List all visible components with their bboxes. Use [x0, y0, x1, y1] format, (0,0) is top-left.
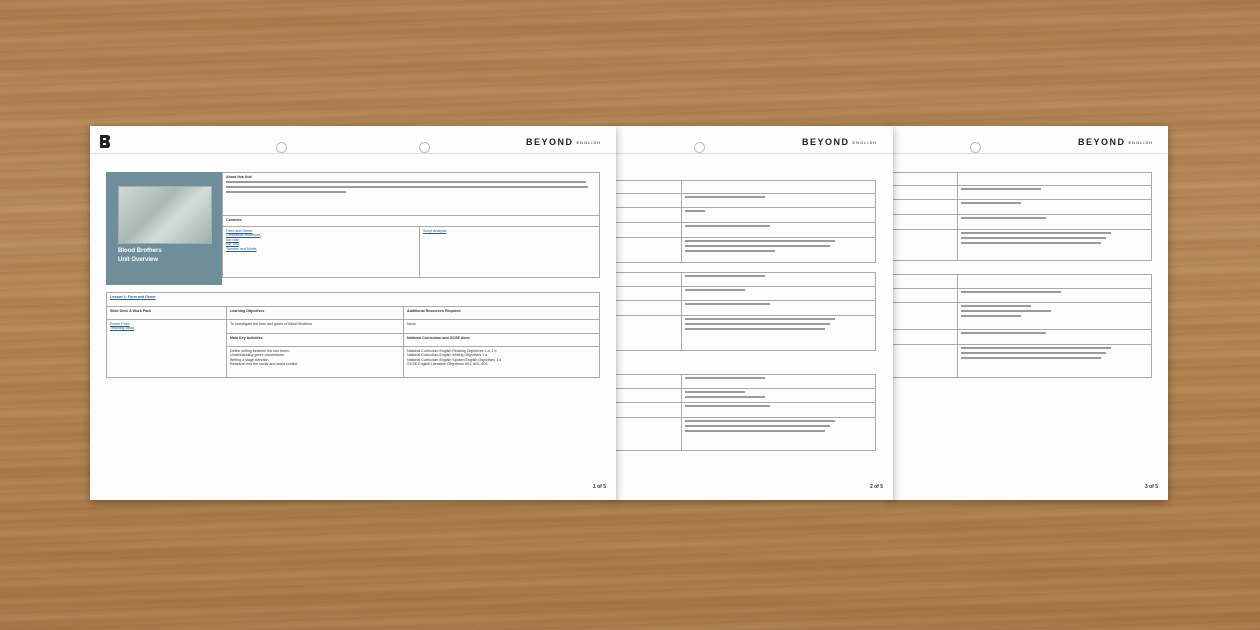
- lesson-1-table: [106, 292, 600, 378]
- resource-link[interactable]: Teaching Ideas: [110, 326, 135, 331]
- national-heading: National Curriculum and GCSE Aims: [404, 334, 600, 347]
- header-divider: [90, 153, 616, 154]
- national-item: GCSE English Literature Objectives A01, A02, A03: [407, 362, 488, 367]
- lesson-heading[interactable]: Lesson 1: Form and Genre: [110, 295, 156, 299]
- page-number: 1 of 5: [592, 484, 606, 490]
- contents-link[interactable]: Act Two: [226, 242, 239, 247]
- unit-title: Blood Brothers Unit Overview: [118, 248, 162, 263]
- worksheet-page-2: [612, 126, 893, 500]
- contents-link[interactable]: Contextual Influences: [226, 233, 261, 238]
- binder-hole: [970, 142, 981, 153]
- binder-hole: [276, 142, 287, 153]
- key-activities-heading: Main Key Activities: [227, 334, 404, 347]
- contents-link[interactable]: Themes and Motifs: [226, 246, 257, 251]
- lesson-table-c: [612, 374, 876, 451]
- page-number: 3 of 5: [1144, 484, 1158, 490]
- activity-item: Understanding genre conventions: [230, 353, 284, 358]
- binder-hole: [694, 142, 705, 153]
- brand-logo: BEYOND ENGLISH: [802, 137, 878, 147]
- resources-text: None: [404, 320, 600, 334]
- activity-item: Define writing between the two forms: [230, 349, 289, 353]
- brand-logo: BEYOND ENGLISH: [1078, 137, 1154, 147]
- about-heading: About this Unit: [226, 175, 252, 179]
- worksheet-page-3: [888, 126, 1168, 500]
- national-item: National Curriculum English Reading Objectives 1 a, 1 b: [407, 349, 497, 353]
- activity-item: Research into the social and world context: [230, 362, 298, 367]
- national-item: National Curriculum English Writing Objectives 1 a: [407, 353, 488, 358]
- contents-heading: Contents: [226, 218, 242, 222]
- col-heading: Additional Resources Required: [404, 307, 600, 320]
- objective-text: To investigate the form and genre of Blood Brothers: [227, 320, 404, 334]
- lesson-table-a: [888, 172, 1152, 261]
- header-divider: [612, 153, 893, 154]
- col-heading: Slide Deck & Work Pack: [107, 307, 227, 320]
- brand-logo: BEYOND ENGLISH: [526, 137, 602, 147]
- activity-item: Writing a stage direction: [230, 357, 269, 362]
- lesson-table-b: [888, 274, 1152, 378]
- lesson-table-a: [612, 180, 876, 263]
- col-heading: Learning Objectives: [227, 307, 404, 320]
- national-item: National Curriculum English Spoken English Objectives 1 a: [407, 357, 502, 362]
- overview-table: [222, 172, 600, 278]
- cover-image: [118, 186, 212, 244]
- unit-cover-tile: [106, 172, 222, 285]
- contents-link[interactable]: Act One: [226, 237, 239, 242]
- resource-link[interactable]: Power Point: [110, 322, 130, 326]
- contents-link[interactable]: Script Analysis: [423, 229, 447, 233]
- lesson-table-b: [612, 272, 876, 351]
- beyond-logo-icon: [99, 134, 111, 149]
- contents-link[interactable]: Form and Genre: [226, 229, 253, 233]
- page-number: 2 of 5: [869, 484, 883, 490]
- binder-hole: [419, 142, 430, 153]
- header-divider: [888, 153, 1168, 154]
